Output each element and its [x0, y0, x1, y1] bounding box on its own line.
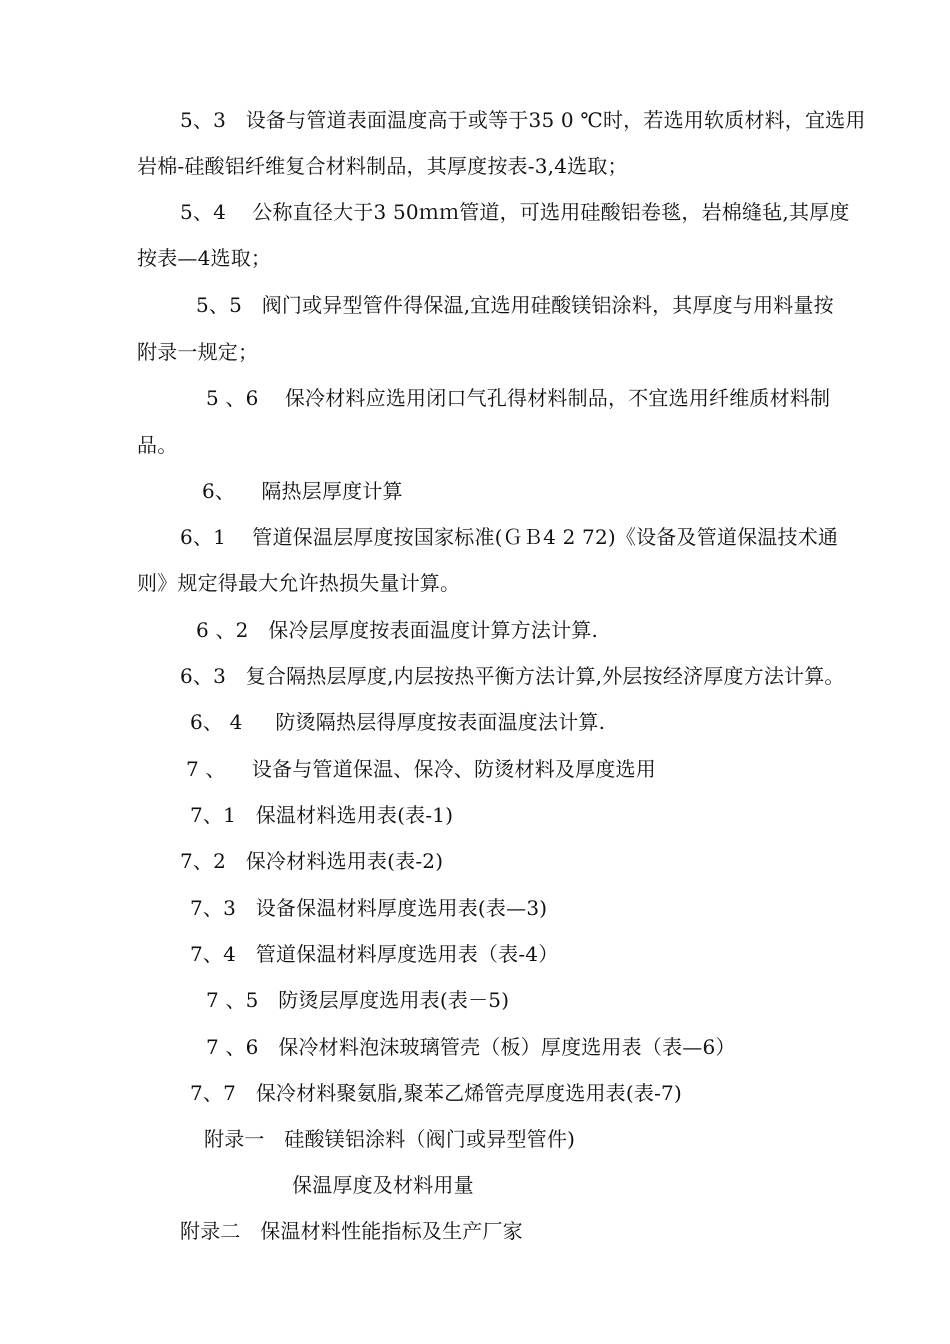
text-line: 6、 4 防烫隔热层得厚度按表面温度法计算. [190, 710, 606, 734]
toc-item: 7 、6 保冷材料泡沫玻璃管壳（板）厚度选用表（表—6） [206, 1035, 736, 1059]
text-line: 品。 [137, 433, 178, 457]
appendix-item-continued: 保温厚度及材料用量 [292, 1173, 474, 1197]
toc-item: 7、2 保冷材料选用表(表-2) [180, 849, 444, 873]
text-line: 6、1 管道保温层厚度按国家标准(ＧＢ4 2 72)《设备及管道保温技术通 [180, 525, 839, 549]
toc-item: 7 、5 防烫层厚度选用表(表－5) [206, 988, 510, 1012]
text-line: 5、5 阀门或异型管件得保温,宜选用硅酸镁铝涂料，其厚度与用料量按 [196, 293, 834, 317]
toc-item: 7、4 管道保温材料厚度选用表（表-4） [190, 942, 559, 966]
toc-item: 7、7 保冷材料聚氨脂,聚苯乙烯管壳厚度选用表(表-7) [190, 1081, 682, 1105]
text-line: 6 、2 保冷层厚度按表面温度计算方法计算. [196, 618, 599, 642]
section-heading: 7 、 设备与管道保温、保冷、防烫材料及厚度选用 [186, 757, 656, 781]
text-line: 6、3 复合隔热层厚度,内层按热平衡方法计算,外层按经济厚度方法计算。 [180, 664, 845, 688]
text-line: 按表—4选取； [137, 246, 272, 270]
toc-item: 7、1 保温材料选用表(表-1) [190, 803, 454, 827]
text-line: 5、3 设备与管道表面温度高于或等于35 0 ℃时，若选用软质材料，宜选用 [180, 108, 866, 132]
text-line: 则》规定得最大允许热损失量计算。 [137, 571, 461, 595]
text-line: 附录一规定； [137, 340, 259, 364]
text-line: 5 、6 保冷材料应选用闭口气孔得材料制品，不宜选用纤维质材料制 [206, 386, 831, 410]
appendix-item: 附录二 保温材料性能指标及生产厂家 [180, 1219, 523, 1243]
toc-item: 7、3 设备保温材料厚度选用表(表—3) [190, 896, 548, 920]
text-line: 5、4 公称直径大于3 50ｍｍ管道，可选用硅酸铝卷毯，岩棉缝毡,其厚度 [180, 200, 850, 224]
section-heading: 6、 隔热层厚度计算 [202, 479, 403, 503]
appendix-item: 附录一 硅酸镁铝涂料（阀门或异型管件) [204, 1127, 576, 1151]
text-line: 岩棉-硅酸铝纤维复合材料制品，其厚度按表-3,4选取； [137, 154, 628, 178]
